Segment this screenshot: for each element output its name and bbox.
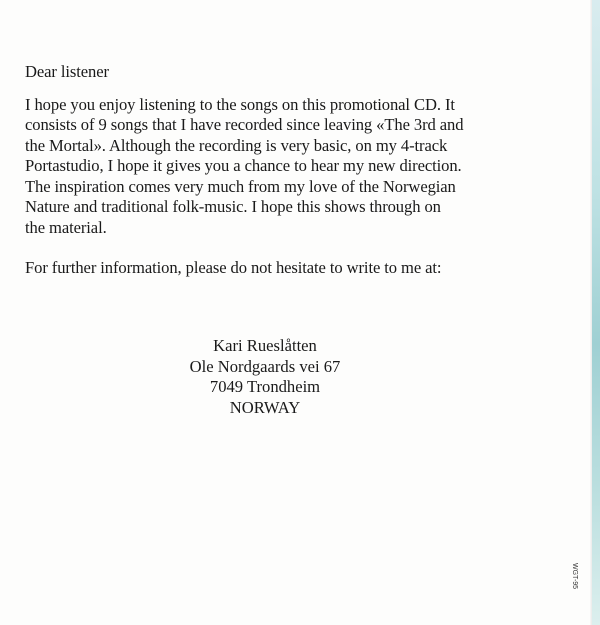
mailing-address <box>180 336 350 418</box>
letter-body <box>25 62 535 279</box>
paragraph-line: The inspiration comes very much from my love of the Norwegian <box>25 176 456 196</box>
address-street: Ole Nordgaards vei 67 <box>189 356 341 376</box>
catalog-code: WGT-95 <box>571 563 578 590</box>
paragraph-line: the material. <box>25 217 107 237</box>
address-city: 7049 Trondheim <box>209 377 321 396</box>
main-paragraph <box>25 95 535 239</box>
paragraph-line: consists of 9 songs that I have recorded since leaving «The 3rd and <box>25 115 464 134</box>
paragraph-line: Nature and traditional folk-music. I hope this shows through on <box>25 197 441 216</box>
paragraph-line: the Mortal». Although the recording is very basic, on my 4-track <box>25 135 448 155</box>
address-name: Kari Rueslåtten <box>213 336 317 355</box>
greeting: Dear listener <box>25 62 109 81</box>
address-country: NORWAY <box>229 397 301 417</box>
paragraph-line: Portastudio, I hope it gives you a chance to hear my new direction. <box>25 156 462 175</box>
paragraph-line: I hope you enjoy listening to the songs on this promotional CD. It <box>25 94 455 114</box>
booklet-cover-edge <box>592 0 600 625</box>
closing-line: For further information, please do not hesitate to write to me at: <box>25 258 442 277</box>
